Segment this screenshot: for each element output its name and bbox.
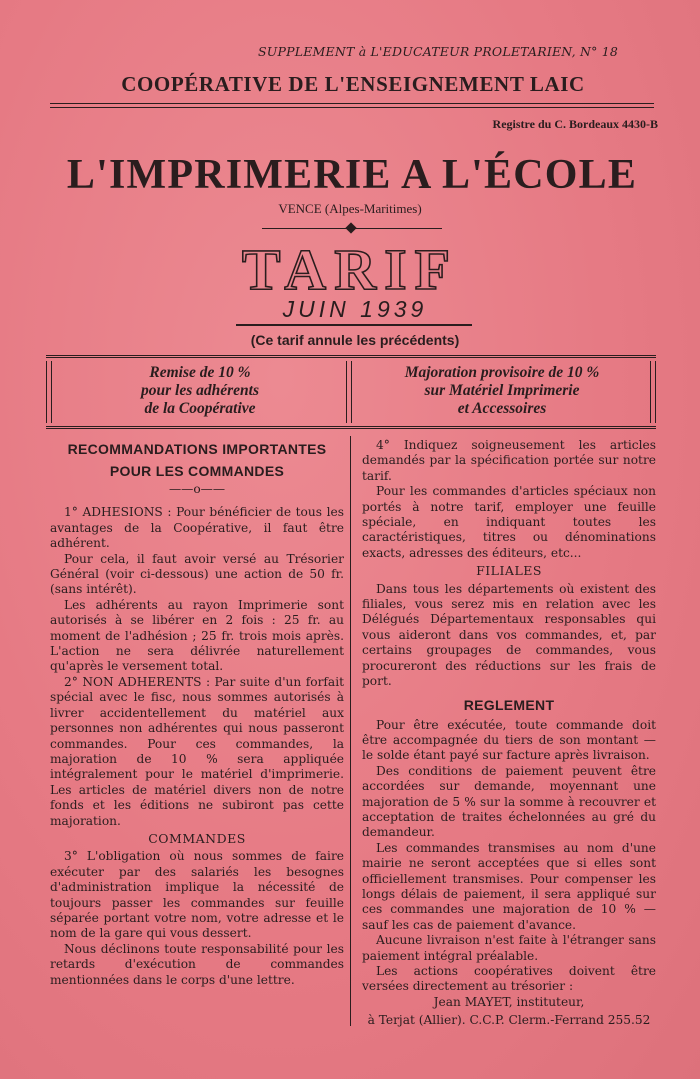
paragraph-treasurer: Les actions coopératives doivent être versées directement au trésorier :: [362, 964, 656, 994]
date-heading: JUIN 1939: [282, 296, 428, 322]
separator: ——o——: [168, 482, 226, 496]
paragraph-adhesions: 1° ADHESIONS : Pour bénéficier de tous les avantages de la Coopérative, il faut être adhérent.: [50, 505, 344, 551]
member-discount-line: Remise de 10 %: [149, 364, 251, 381]
annulment-note: (Ce tarif annule les précédents): [250, 332, 460, 348]
cooperative-title: COOPÉRATIVE DE L'ENSEIGNEMENT LAIC: [121, 72, 585, 96]
registre-line: Registre du C. Bordeaux 4430-B: [492, 117, 658, 131]
paragraph-non-members: 2° NON ADHERENTS : Par suite d'un forfait spécial avec le fisc, nous sommes autorisés à livrer accidentellement du matériel aux personnes non adhérentes qui nous passeront commandes. Pour ces commandes, la majoration de 10 % sera appliquée intégralement pour le matériel d'imprimerie. Les articles de matériel divers non de notre fonds et les éditions ne subiront pas cette majoration.: [50, 674, 344, 828]
left-column: [50, 438, 344, 988]
box-left-border: [46, 361, 52, 423]
member-discount-box: [60, 364, 340, 418]
recommendations-heading: RECOMMANDATIONS IMPORTANTES: [67, 441, 327, 457]
surcharge-line: et Accessoires: [457, 400, 547, 417]
paragraph-specify-items: 4° Indiquez soigneusement les articles demandés par la spécification portée sur notre tarif.: [362, 438, 656, 483]
paragraph-action: Pour cela, il faut avoir versé au Trésorier Général (voir ci-dessous) une action de 50 fr. (sans intérêt).: [50, 551, 344, 597]
paragraph-deposit: Pour être exécutée, toute commande doit être accompagnée du tiers de son montant — le solde étant payé sur facture après livraison.: [362, 717, 656, 763]
paragraph-special-items: Pour les commandes d'articles spéciaux non portés à notre tarif, employer une feuille spéciale, en indiquant toutes les caractéristiques, titres ou dénominations exacts, adresses des éditeurs, etc...: [362, 484, 656, 560]
orders-heading: POUR LES COMMANDES: [109, 463, 285, 479]
location-line: VENCE (Alpes-Maritimes): [278, 201, 422, 216]
member-discount-line: pour les adhérents: [141, 382, 259, 399]
paragraph-installments: Les adhérents au rayon Imprimerie sont autorisés à se libérer en 2 fois : 25 fr. au moment de l'adhésion ; 25 fr. trois mois après. L'action ne sera délivrée naturellement qu'après le versement total.: [50, 597, 344, 674]
column-divider: [350, 436, 351, 1026]
box-middle-border: [346, 361, 352, 423]
surcharge-box: [358, 364, 646, 418]
member-discount-line: de la Coopérative: [144, 400, 256, 417]
paragraph-separate-sheet: 3° L'obligation où nous sommes de faire exécuter par des salariés les besognes d'administration implique la nécessité de toujours passer les commandes sur feuille séparée portant votre nom, votre adresse et le nom de la gare qui vous dessert.: [50, 849, 344, 941]
treasurer-address: à Terjat (Allier). C.C.P. Clerm.-Ferrand 255.52: [367, 1013, 651, 1028]
masthead-title: L'IMPRIMERIE A L'ÉCOLE: [66, 152, 638, 198]
surcharge-line: Majoration provisoire de 10 %: [404, 364, 600, 381]
right-column: [362, 438, 656, 1029]
box-right-border: [650, 361, 656, 423]
diamond-ornament-icon: [345, 222, 356, 233]
paragraph-mairie: Les commandes transmises au nom d'une mairie ne seront acceptées que si elles sont officiellement transmises. Pour compenser les longs délais de paiement, il sera appliqué sur ces commandes une majoration de 10 % — sauf les cas de paiement d'avance.: [362, 840, 656, 932]
date-underline: [236, 324, 472, 326]
surcharge-line: sur Matériel Imprimerie: [424, 382, 580, 399]
tarif-heading: TARIF: [241, 237, 459, 302]
paragraph-liability: Nous déclinons toute responsabilité pour les retards d'exécution de commandes mentionnées dans le corps d'une lettre.: [50, 941, 344, 987]
paragraph-abroad: Aucune livraison n'est faite à l'étranger sans paiement intégral préalable.: [362, 933, 656, 963]
header-double-rule: [50, 103, 654, 108]
paragraph-payment-terms: Des conditions de paiement peuvent être accordées sur demande, moyennant une majoration de 5 % sur la somme à recouvrer et acceptation de traites échelonnées au gré du demandeur.: [362, 763, 656, 840]
supplement-line: SUPPLEMENT à L'EDUCATEUR PROLETARIEN, N° 18: [258, 44, 619, 59]
treasurer-name: Jean MAYET, instituteur,: [433, 994, 585, 1009]
reglement-heading: REGLEMENT: [463, 696, 555, 713]
commandes-heading: COMMANDES: [148, 830, 246, 846]
paragraph-filiales: Dans tous les départements où existent des filiales, vous serez mis en relation avec les Délégués Départementaux responsables qui vous aideront dans vos commandes, et, par certains groupages de commandes, vous procureront des réductions sur les frais de port.: [362, 581, 656, 689]
filiales-heading: FILIALES: [476, 563, 542, 579]
